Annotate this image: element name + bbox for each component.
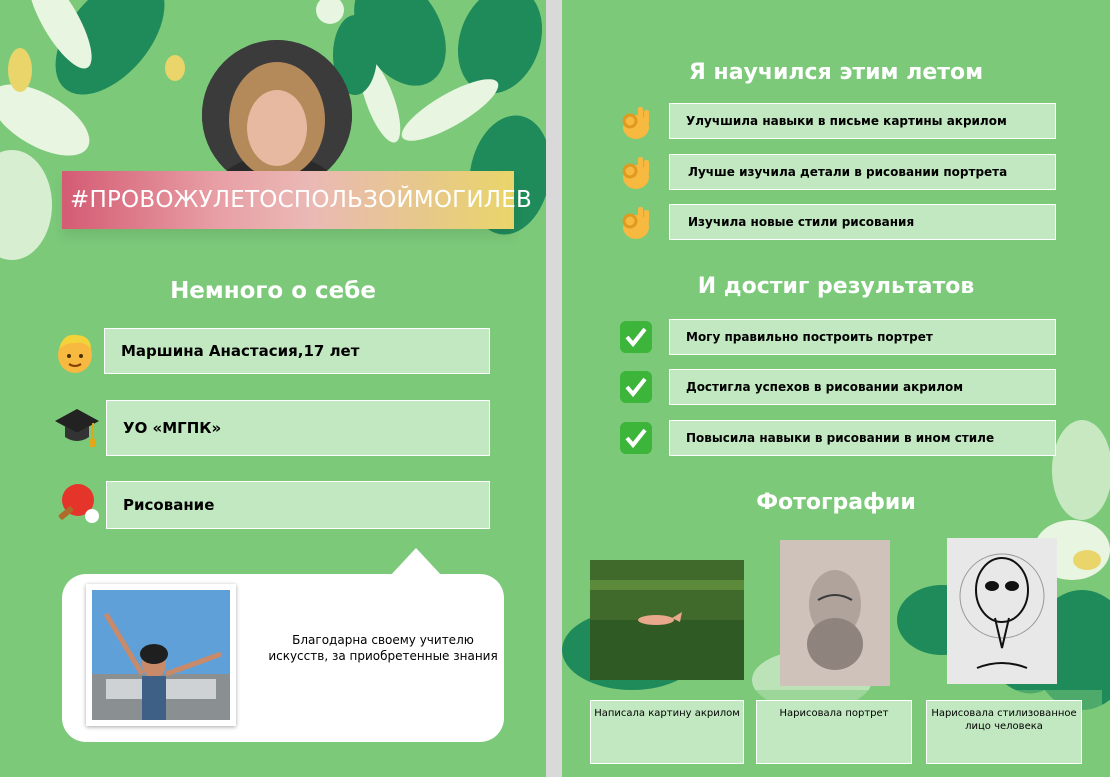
learned-item-text: Лучше изучила детали в рисовании портрета: [688, 165, 1008, 179]
boy-face-icon: [52, 330, 98, 376]
check-mark-icon: [618, 369, 654, 405]
learned-item-text: Улучшила навыки в письме картины акрилом: [686, 114, 1007, 128]
thanks-text: Благодарна своему учителю искусств, за приобретенные знания: [268, 633, 498, 663]
right-page: [562, 0, 1110, 777]
teacher-photo: [86, 584, 236, 726]
result-item: [669, 420, 1056, 456]
check-mark-icon: [618, 319, 654, 355]
check-mark-icon: [618, 420, 654, 456]
result-item-text: Достигла успехов в рисовании акрилом: [686, 380, 964, 394]
learned-item: [669, 204, 1056, 240]
about-item-school: [106, 400, 490, 456]
learned-item: [669, 103, 1056, 139]
ok-hand-icon: [618, 204, 654, 242]
result-item-text: Могу правильно построить портрет: [686, 330, 933, 344]
portrait-drawing-photo: [780, 540, 890, 686]
left-page: [0, 0, 546, 777]
ping-pong-icon: [52, 482, 102, 528]
ok-hand-icon: [618, 154, 654, 192]
ok-hand-icon: [618, 104, 654, 142]
stylized-face-photo: [947, 538, 1057, 684]
photo-caption: Нарисовала стилизованное лицо человека: [926, 700, 1082, 764]
result-item-text: Повысила навыки в рисовании в ином стиле: [686, 431, 995, 445]
hashtag-banner: #ПРОВОЖУЛЕТОСПОЛЬЗОЙМОГИЛЕВ: [62, 171, 514, 229]
result-item: [669, 319, 1056, 355]
about-item-name: [104, 328, 490, 374]
speech-bubble-tail: [390, 548, 442, 576]
profile-photo: [202, 40, 352, 190]
photos-title: Фотографии: [756, 490, 916, 515]
about-title: Немного о себе: [170, 278, 376, 304]
about-item-text: Рисование: [123, 496, 215, 514]
learned-item-text: Изучила новые стили рисования: [688, 215, 915, 229]
learned-item: [669, 154, 1056, 190]
result-item: [669, 369, 1056, 405]
about-item-text: УО «МГПК»: [123, 419, 222, 437]
acrylic-painting-photo: [590, 560, 744, 680]
page-gutter: [546, 0, 562, 777]
results-title: И достиг результатов: [697, 274, 975, 299]
about-item-text: Маршина Анастасия,17 лет: [121, 342, 360, 360]
photo-caption: Написала картину акрилом: [590, 700, 744, 764]
photo-caption: Нарисовала портрет: [756, 700, 912, 764]
learned-title: Я научился этим летом: [688, 60, 984, 85]
graduation-cap-icon: [52, 404, 102, 452]
about-item-hobby: [106, 481, 490, 529]
